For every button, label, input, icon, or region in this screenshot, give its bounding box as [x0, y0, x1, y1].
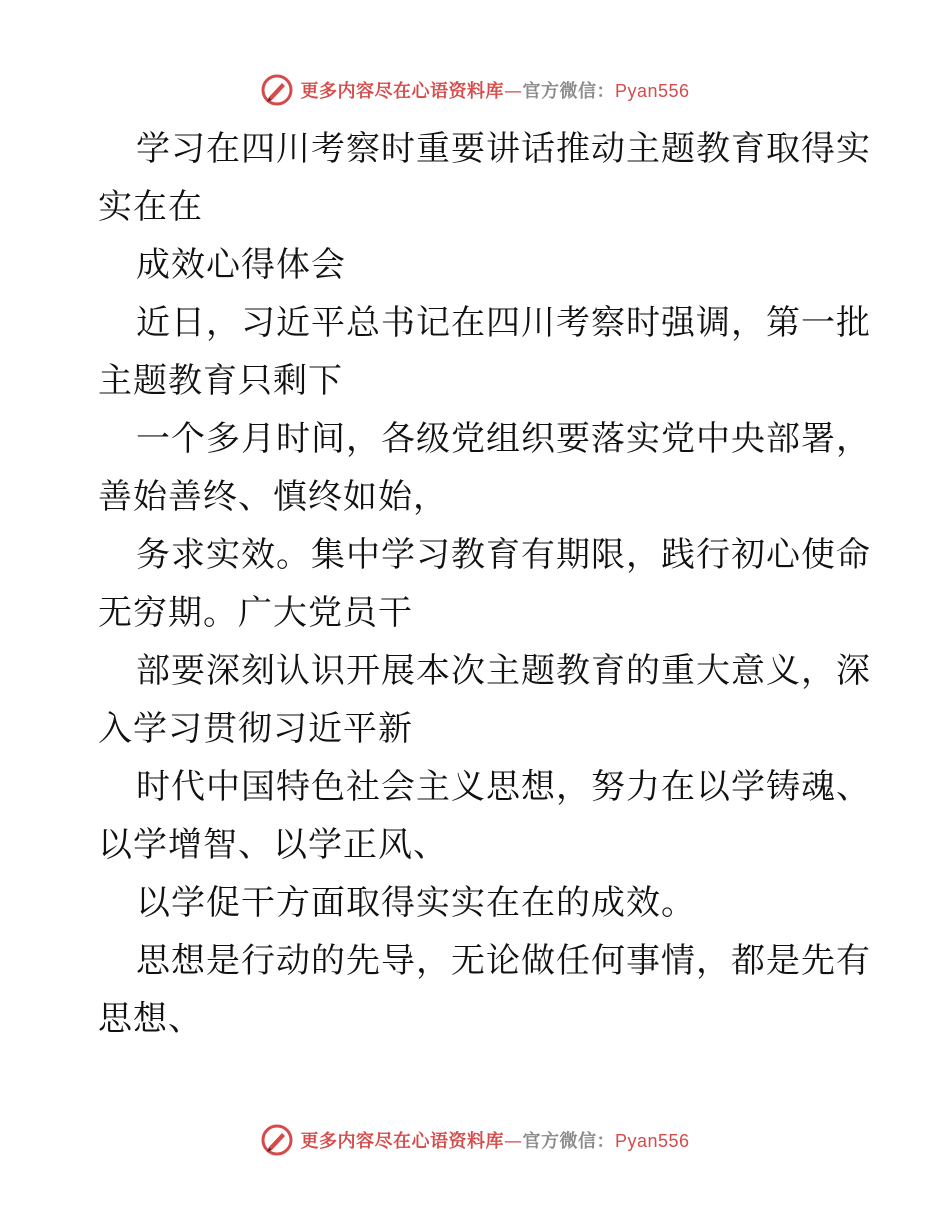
body-paragraph — [98, 874, 858, 932]
watermark-label: 官方微信： — [522, 1131, 615, 1152]
document-body — [98, 120, 871, 1048]
title-paragraph — [98, 120, 871, 236]
body-paragraph — [98, 758, 871, 874]
watermark-separator: — — [503, 81, 523, 102]
text-line: 入学习贯彻习近平新 — [98, 709, 413, 749]
text-line: 实在在 — [98, 187, 203, 227]
text-line: 近日，习近平总书记在四川考察时强调，第一批 — [136, 303, 871, 343]
text-line: 一个多月时间，各级党组织要落实党中央部署， — [136, 419, 871, 459]
text-line: 学习在四川考察时重要讲话推动主题教育取得实 — [136, 129, 871, 169]
text-line: 以学促干方面取得实实在在的成效。 — [136, 883, 696, 923]
body-paragraph — [98, 642, 871, 758]
text-line: 成效心得体会 — [136, 245, 346, 285]
body-paragraph — [98, 932, 871, 1048]
text-line: 无穷期。广大党员干 — [98, 593, 413, 633]
header-watermark — [0, 70, 950, 110]
body-paragraph — [98, 410, 871, 526]
watermark-label: 官方微信： — [522, 81, 615, 102]
text-line: 思想是行动的先导，无论做任何事情，都是先有 — [136, 941, 871, 981]
pen-logo-icon — [260, 73, 294, 107]
text-line: 务求实效。集中学习教育有期限，践行初心使命 — [136, 535, 871, 575]
body-paragraph — [98, 294, 871, 410]
text-line: 以学增智、以学正风、 — [98, 825, 448, 865]
text-line: 时代中国特色社会主义思想，努力在以学铸魂、 — [136, 767, 871, 807]
text-line: 善始善终、慎终如始， — [98, 477, 448, 517]
pen-logo-icon — [260, 1123, 294, 1157]
text-line: 部要深刻认识开展本次主题教育的重大意义，深 — [136, 651, 871, 691]
watermark-wechat-id: Pyan556 — [614, 1131, 690, 1151]
watermark-wechat-id: Pyan556 — [614, 81, 690, 101]
body-paragraph — [98, 526, 871, 642]
watermark-separator: — — [503, 1131, 523, 1152]
subtitle-paragraph — [98, 236, 858, 294]
watermark-site: 更多内容尽在心语资料库 — [300, 81, 504, 102]
footer-watermark — [0, 1120, 950, 1160]
text-line: 思想、 — [98, 999, 203, 1039]
text-line: 主题教育只剩下 — [98, 361, 343, 401]
watermark-site: 更多内容尽在心语资料库 — [300, 1131, 504, 1152]
